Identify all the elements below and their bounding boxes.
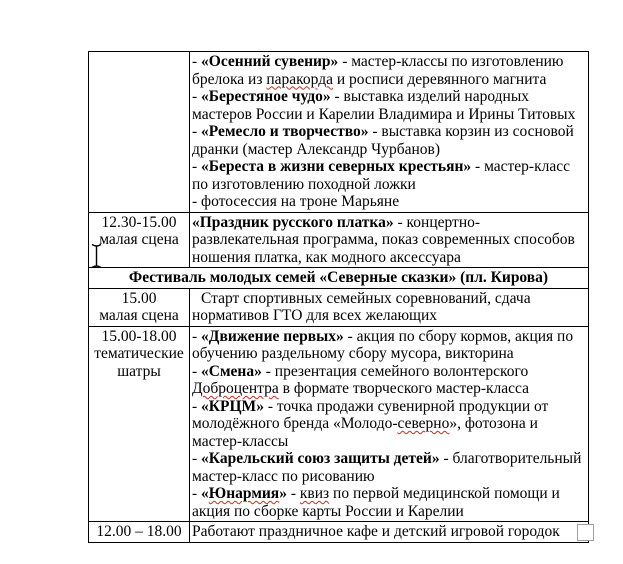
time-line: 12.00 – 18.00	[96, 523, 182, 540]
time-line: 15.00-18.00	[101, 327, 177, 345]
time-cell[interactable]	[89, 522, 190, 543]
table-row	[89, 52, 589, 213]
text-segment: квиз	[299, 485, 330, 502]
description-paragraph	[192, 363, 586, 398]
schedule-table[interactable]	[88, 51, 589, 543]
table-resize-handle[interactable]	[577, 524, 594, 541]
text-segment: «	[201, 485, 209, 502]
description-paragraph	[192, 53, 586, 88]
description-paragraph	[192, 485, 586, 520]
description-cell[interactable]	[190, 288, 589, 326]
text-segment: -	[192, 88, 202, 105]
text-segment: -	[192, 450, 202, 467]
table-row	[89, 326, 589, 522]
text-segment: «Карельский союз защиты детей»	[201, 450, 440, 467]
section-header-cell[interactable]: Фестиваль молодых семей «Северные сказки» (пл. Кирова)	[89, 268, 589, 289]
time-line: малая сцена	[99, 307, 179, 324]
text-segment: паракорда	[266, 70, 333, 88]
text-segment: по первой медицинской помощи и акция по сборке карты России и Карелии	[192, 485, 560, 520]
description-paragraph	[192, 398, 586, 451]
text-segment: », фотозона и мастер-классы	[192, 415, 538, 450]
text-segment: «Праздник русского платка»	[192, 213, 394, 231]
time-line: 15.00	[121, 289, 157, 307]
table-row	[89, 288, 589, 326]
text-segment: Старт спортивных семейных соревнований, сдача нормативов ГТО для всех желающих	[192, 289, 531, 324]
description-paragraph	[192, 290, 586, 325]
text-segment: - выставка корзин из сосновой дранки (мастер Александр Чурбанов)	[192, 123, 574, 158]
text-segment: -	[192, 397, 202, 415]
text-segment: -	[192, 53, 202, 70]
description-cell[interactable]	[190, 52, 589, 213]
time-cell[interactable]	[89, 52, 190, 213]
text-segment: «Берестяное чудо»	[201, 88, 331, 105]
table-row	[89, 212, 589, 268]
time-line: шатры	[117, 362, 161, 380]
table-row	[89, 522, 589, 543]
text-segment: - выставка изделий народных мастеров России и Карелии Владимира и Ирины Титовых	[192, 88, 576, 123]
description-paragraph	[192, 123, 586, 158]
text-segment: «Смена»	[201, 362, 262, 380]
text-segment: «КРЦМ»	[201, 397, 264, 415]
description-paragraph	[192, 328, 586, 363]
description-paragraph	[192, 450, 586, 485]
description-paragraph	[192, 193, 586, 211]
text-segment: - презентация семейного волонтерского	[261, 362, 529, 380]
description-cell[interactable]	[190, 212, 589, 268]
text-segment: -	[192, 123, 202, 140]
text-segment: - акция по сбору кормов, акция по обучению раздельному сбору мусора, викторина	[192, 327, 574, 362]
text-segment: в формате творческого мастер-класса	[278, 380, 529, 397]
text-segment: Доброцентра	[192, 380, 279, 397]
time-line: 12.30-15.00	[101, 213, 177, 231]
text-segment: - мастер-классы по изготовлению брелока из	[192, 53, 564, 88]
text-segment: -	[192, 485, 202, 502]
time-cell[interactable]	[89, 288, 190, 326]
text-segment: - точка продажи сувенирной продукции от молодёжного бренда «Молодо-	[192, 397, 549, 432]
time-cell[interactable]	[89, 326, 190, 522]
text-segment: «Движение первых»	[201, 327, 344, 345]
text-segment: «Ремесло и творчество»	[201, 123, 369, 140]
text-segment: Работают праздничное кафе и детский игровой городок	[192, 523, 560, 540]
time-line: тематические	[94, 345, 184, 362]
text-segment: -	[192, 327, 202, 345]
description-paragraph	[192, 523, 586, 541]
description-cell[interactable]	[190, 522, 589, 543]
text-segment: - концертно-развлекательная программа, показ современных способов ношения платка, как модного аксессуара	[192, 213, 575, 266]
text-segment: - фотосессия на троне Марьяне	[192, 193, 400, 210]
text-segment: Юнармия	[208, 485, 280, 502]
text-segment: - благотворительный мастер-класс по рисованию	[192, 450, 582, 485]
time-line: малая сцена	[99, 231, 179, 248]
description-paragraph	[192, 214, 586, 267]
text-segment: -	[286, 485, 300, 502]
description-paragraph	[192, 88, 586, 123]
text-segment: «Береста в жизни северных крестьян»	[201, 158, 472, 175]
description-cell[interactable]	[190, 326, 589, 522]
table-row	[89, 268, 589, 289]
text-segment: -	[192, 362, 202, 380]
schedule-table-body	[89, 52, 589, 543]
time-cell[interactable]	[89, 212, 190, 268]
text-segment: »	[279, 485, 287, 502]
text-segment: - мастер-класс по изготовлению походной ложки	[192, 158, 570, 193]
text-segment: -	[192, 158, 202, 175]
text-segment: «Осенний сувенир»	[201, 53, 339, 70]
text-segment: и росписи деревянного магнита	[332, 70, 547, 88]
description-paragraph	[192, 158, 586, 193]
text-segment: северно	[397, 415, 450, 432]
document-page	[88, 51, 589, 543]
